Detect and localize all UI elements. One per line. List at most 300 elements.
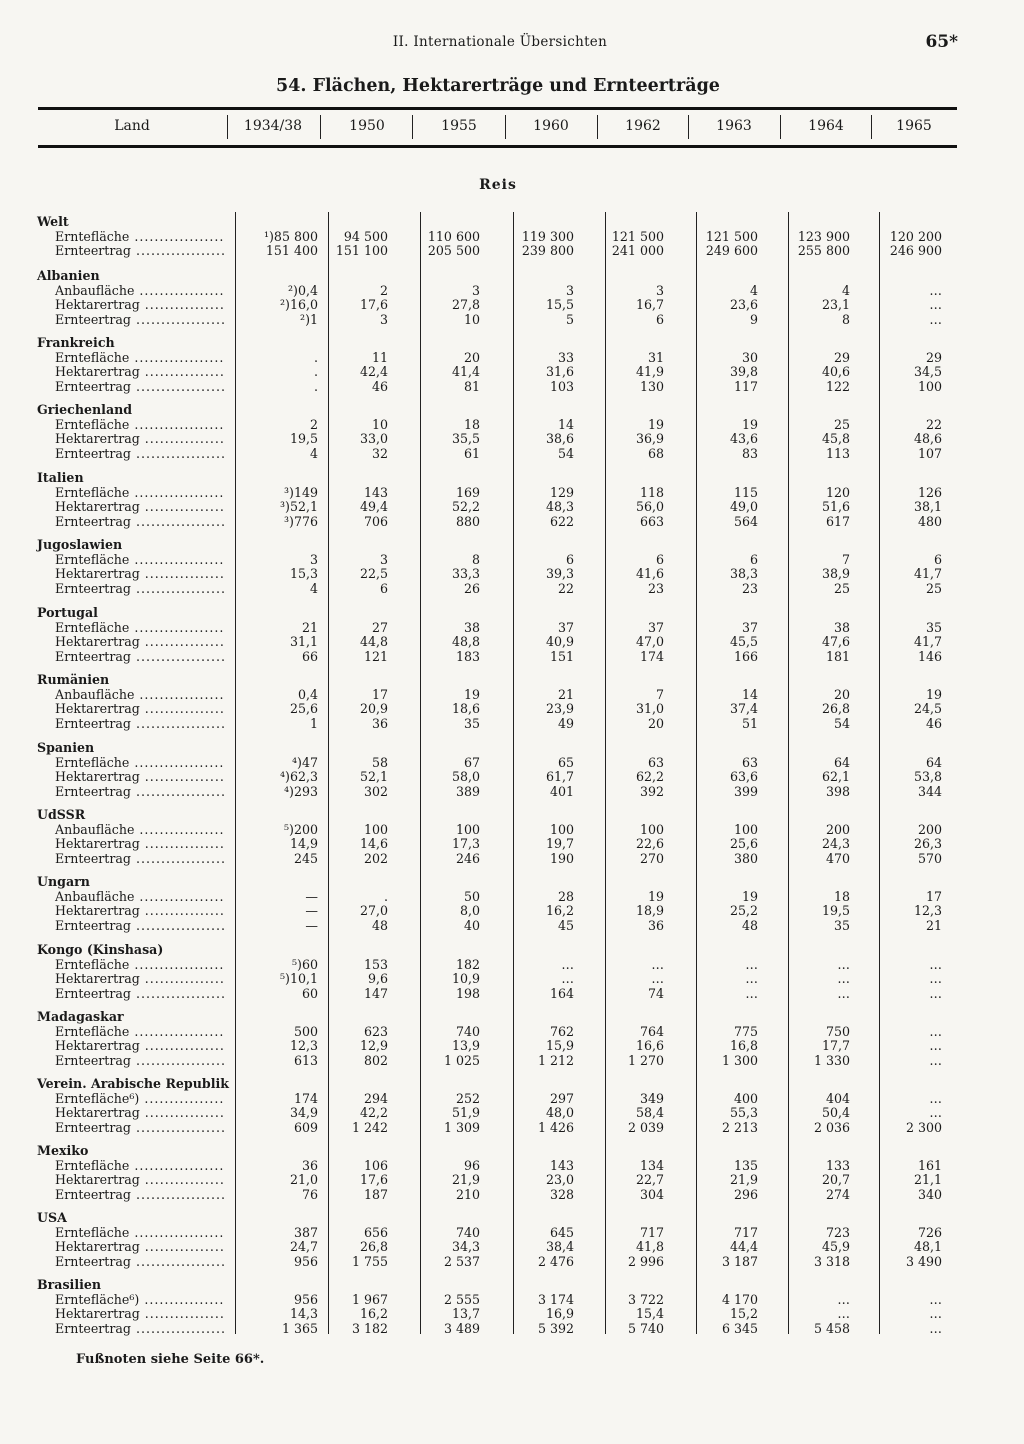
- table-cell: ¹)85 800: [263, 228, 318, 244]
- table-cell: 166: [733, 648, 758, 664]
- table-cell: 7: [655, 686, 664, 702]
- table-cell: 400: [733, 1090, 758, 1106]
- table-cell: 19: [741, 888, 758, 904]
- leader-dots: ..................: [129, 228, 225, 244]
- table-title: 54. Flächen, Hektarerträge und Ernteerträge: [276, 76, 720, 96]
- table-cell: 1 242: [351, 1119, 388, 1135]
- table-cell: 645: [549, 1224, 574, 1240]
- row-label: Erntefläche ..................: [55, 956, 225, 972]
- table-cell: 1 967: [351, 1291, 388, 1307]
- table-cell: 623: [363, 1023, 388, 1039]
- leader-dots: ..................: [129, 1157, 225, 1173]
- country-name: UdSSR: [37, 807, 86, 822]
- table-cell: 762: [549, 1023, 574, 1039]
- table-cell: 174: [639, 648, 664, 664]
- table-cell: 609: [293, 1119, 318, 1135]
- table-cell: 6: [749, 551, 758, 567]
- table-cell: 17,7: [821, 1038, 850, 1053]
- table-cell: 36: [647, 917, 664, 933]
- table-cell: ³)149: [284, 484, 318, 500]
- table-cell: …: [745, 985, 758, 1001]
- table-cell: 8,0: [459, 903, 480, 918]
- table-cell: 174: [293, 1090, 318, 1106]
- table-cell: 344: [917, 783, 942, 799]
- leader-dots: .................: [134, 282, 225, 298]
- table-cell: …: [651, 971, 664, 986]
- row-label: Ernteertrag ..................: [55, 985, 227, 1001]
- year-header-1964: 1964: [808, 118, 844, 134]
- table-cell: 15,2: [729, 1306, 758, 1321]
- table-cell: 16,2: [359, 1306, 388, 1321]
- leader-dots: ..................: [129, 484, 225, 500]
- table-cell: 47,6: [821, 634, 850, 649]
- table-cell: 38: [463, 619, 480, 635]
- table-cell: 119 300: [521, 228, 574, 244]
- table-cell: 187: [363, 1186, 388, 1202]
- table-cell: 63: [647, 754, 664, 770]
- leader-dots: ..................: [130, 1119, 227, 1135]
- table-cell: 21,9: [451, 1172, 480, 1187]
- row-label: Ernteertrag ..................: [55, 513, 227, 529]
- table-cell: 6: [933, 551, 942, 567]
- column-divider: [696, 212, 697, 1334]
- table-cell: 31: [647, 349, 664, 365]
- table-cell: 740: [455, 1023, 480, 1039]
- table-cell: 480: [917, 513, 942, 529]
- table-cell: 35: [833, 917, 850, 933]
- table-cell: 19,5: [821, 903, 850, 918]
- table-cell: 23,1: [821, 297, 850, 312]
- table-cell: 20: [833, 686, 850, 702]
- row-label: Ernteertrag ..................: [55, 243, 227, 258]
- table-cell: …: [837, 1306, 850, 1321]
- leader-dots: ................: [139, 1239, 225, 1254]
- table-cell: 294: [363, 1090, 388, 1106]
- table-cell: 717: [733, 1224, 758, 1240]
- column-divider: [788, 212, 789, 1334]
- table-cell: 54: [557, 445, 574, 461]
- table-cell: 19: [647, 888, 664, 904]
- row-label: Ernteertrag ..................: [55, 1253, 227, 1269]
- row-label: Erntefläche ..................: [55, 1224, 225, 1240]
- footnote: Fußnoten siehe Seite 66*.: [76, 1352, 265, 1367]
- table-cell: 107: [917, 445, 942, 461]
- table-cell: 3: [379, 311, 388, 327]
- country-name: Brasilien: [37, 1277, 102, 1292]
- table-cell: 241 000: [611, 243, 664, 258]
- country-name: Mexiko: [37, 1143, 89, 1158]
- table-cell: 6: [565, 551, 574, 567]
- table-cell: 6 345: [721, 1320, 758, 1336]
- row-label: Ernteertrag ..................: [55, 917, 227, 933]
- header-divider: [412, 115, 413, 139]
- table-cell: 151 100: [335, 243, 388, 258]
- table-cell: 36: [371, 715, 388, 731]
- table-cell: 36,9: [635, 431, 664, 446]
- table-cell: 21: [557, 686, 574, 702]
- table-cell: 198: [455, 985, 480, 1001]
- table-cell: 48,8: [451, 634, 480, 649]
- country-name: Ungarn: [37, 874, 90, 889]
- table-cell: ⁵)10,1: [279, 971, 318, 986]
- table-cell: 1 025: [443, 1052, 480, 1068]
- table-cell: 656: [363, 1224, 388, 1240]
- row-label: Hektarertrag ................: [55, 971, 225, 986]
- leader-dots: ..................: [130, 445, 227, 461]
- table-cell: 56,0: [635, 499, 664, 514]
- table-cell: 3 174: [537, 1291, 574, 1307]
- row-label: Hektarertrag ................: [55, 903, 225, 918]
- table-cell: 50: [463, 888, 480, 904]
- table-cell: 161: [917, 1157, 942, 1173]
- table-cell: 51,6: [821, 499, 850, 514]
- table-cell: …: [929, 1052, 942, 1068]
- header-divider: [871, 115, 872, 139]
- table-cell: 6: [379, 580, 388, 596]
- table-cell: 54: [833, 715, 850, 731]
- table-cell: 22: [925, 416, 942, 432]
- row-label: Anbaufläche .................: [55, 282, 225, 298]
- table-cell: 252: [455, 1090, 480, 1106]
- table-cell: 40,6: [821, 364, 850, 379]
- table-cell: 51,9: [451, 1105, 480, 1120]
- row-label: Ernteertrag ..................: [55, 580, 227, 596]
- leader-dots: ................: [139, 431, 225, 446]
- table-cell: 205 500: [427, 243, 480, 258]
- leader-dots: ................: [139, 769, 225, 784]
- table-cell: 96: [463, 1157, 480, 1173]
- table-cell: 26: [463, 580, 480, 596]
- row-label: Erntefläche ..................: [55, 484, 225, 500]
- country-name: Kongo (Kinshasa): [37, 942, 164, 957]
- table-cell: 76: [301, 1186, 318, 1202]
- table-cell: 33,0: [359, 431, 388, 446]
- row-label: Hektarertrag ................: [55, 701, 225, 716]
- table-cell: 22,7: [635, 1172, 664, 1187]
- leader-dots: ..................: [130, 1186, 227, 1202]
- table-cell: 4: [309, 445, 318, 461]
- leader-dots: ................: [139, 1090, 225, 1106]
- header-divider: [320, 115, 321, 139]
- table-cell: 302: [363, 783, 388, 799]
- table-cell: 16,8: [729, 1038, 758, 1053]
- country-name: Portugal: [37, 605, 98, 620]
- table-cell: 64: [833, 754, 850, 770]
- table-cell: 38,1: [913, 499, 942, 514]
- table-cell: 40: [463, 917, 480, 933]
- table-cell: 14,6: [359, 836, 388, 851]
- row-label: Hektarertrag ................: [55, 836, 225, 851]
- table-cell: …: [837, 985, 850, 1001]
- row-label: Ernteertrag ..................: [55, 445, 227, 461]
- table-cell: 9: [749, 311, 758, 327]
- leader-dots: ..................: [130, 378, 227, 394]
- leader-dots: ..................: [130, 513, 227, 529]
- table-cell: 38,3: [729, 566, 758, 581]
- table-cell: …: [929, 1090, 942, 1106]
- table-cell: 48: [741, 917, 758, 933]
- table-cell: 200: [825, 821, 850, 837]
- table-cell: 51: [741, 715, 758, 731]
- table-cell: 392: [639, 783, 664, 799]
- table-cell: …: [929, 1306, 942, 1321]
- table-cell: 121: [363, 648, 388, 664]
- leader-dots: ................: [139, 701, 225, 716]
- table-cell: 2 039: [627, 1119, 664, 1135]
- table-cell: 100: [917, 378, 942, 394]
- table-cell: 764: [639, 1023, 664, 1039]
- table-cell: 22: [557, 580, 574, 596]
- leader-dots: ..................: [129, 619, 225, 635]
- leader-dots: .................: [134, 821, 225, 837]
- land-header: Land: [114, 118, 150, 134]
- country-name: Albanien: [37, 268, 100, 283]
- table-cell: 61: [463, 445, 480, 461]
- table-cell: 4: [749, 282, 758, 298]
- table-cell: 62,2: [635, 769, 664, 784]
- table-cell: 18,9: [635, 903, 664, 918]
- year-header-1965: 1965: [896, 118, 932, 134]
- row-label: Ernteertrag ..................: [55, 1119, 227, 1135]
- table-cell: 49: [557, 715, 574, 731]
- table-cell: 23: [741, 580, 758, 596]
- table-cell: 880: [455, 513, 480, 529]
- table-cell: 2 555: [443, 1291, 480, 1307]
- table-cell: 48: [371, 917, 388, 933]
- table-cell: 181: [825, 648, 850, 664]
- table-cell: 0,4: [297, 686, 318, 702]
- table-cell: 38: [833, 619, 850, 635]
- table-cell: 35,5: [451, 431, 480, 446]
- table-cell: 113: [825, 445, 850, 461]
- table-cell: 94 500: [343, 228, 388, 244]
- table-cell: 1 755: [351, 1253, 388, 1269]
- table-cell: 3: [379, 551, 388, 567]
- column-divider: [235, 212, 236, 1334]
- table-cell: 63,6: [729, 769, 758, 784]
- table-cell: 398: [825, 783, 850, 799]
- leader-dots: ................: [139, 903, 225, 918]
- leader-dots: ..................: [130, 311, 227, 327]
- table-cell: 500: [293, 1023, 318, 1039]
- table-cell: 328: [549, 1186, 574, 1202]
- table-cell: 48,1: [913, 1239, 942, 1254]
- table-cell: 19: [741, 416, 758, 432]
- table-cell: 64: [925, 754, 942, 770]
- leader-dots: ..................: [129, 551, 225, 567]
- table-cell: 5 458: [813, 1320, 850, 1336]
- table-cell: 134: [639, 1157, 664, 1173]
- table-cell: 29: [925, 349, 942, 365]
- table-cell: 10: [371, 416, 388, 432]
- table-cell: 564: [733, 513, 758, 529]
- table-cell: 255 800: [797, 243, 850, 258]
- table-cell: 21: [925, 917, 942, 933]
- table-cell: 28: [557, 888, 574, 904]
- table-cell: 12,3: [913, 903, 942, 918]
- row-label: Erntefläche ..................: [55, 754, 225, 770]
- year-header-1955: 1955: [441, 118, 477, 134]
- table-cell: 44,8: [359, 634, 388, 649]
- table-cell: 25,6: [729, 836, 758, 851]
- country-name: Italien: [37, 470, 84, 485]
- row-label: Hektarertrag ................: [55, 1038, 225, 1053]
- table-cell: 20: [463, 349, 480, 365]
- table-cell: 31,1: [289, 634, 318, 649]
- table-cell: 45,5: [729, 634, 758, 649]
- table-cell: 2 996: [627, 1253, 664, 1269]
- table-cell: 1: [309, 715, 318, 731]
- row-label: Hektarertrag ................: [55, 431, 225, 446]
- table-cell: 50,4: [821, 1105, 850, 1120]
- table-cell: 30: [741, 349, 758, 365]
- table-cell: 26,8: [359, 1239, 388, 1254]
- table-cell: 120: [825, 484, 850, 500]
- table-cell: 190: [549, 850, 574, 866]
- table-cell: 297: [549, 1090, 574, 1106]
- leader-dots: ..................: [129, 349, 225, 365]
- table-cell: .: [313, 349, 318, 365]
- table-cell: 37: [741, 619, 758, 635]
- table-cell: 74: [647, 985, 664, 1001]
- table-cell: 304: [639, 1186, 664, 1202]
- leader-dots: ..................: [130, 580, 227, 596]
- table-cell: 239 800: [521, 243, 574, 258]
- leader-dots: ................: [139, 1105, 225, 1120]
- row-label: Hektarertrag ................: [55, 1105, 225, 1120]
- table-cell: 100: [549, 821, 574, 837]
- table-cell: 48,3: [545, 499, 574, 514]
- header-divider: [597, 115, 598, 139]
- table-cell: 37,4: [729, 701, 758, 716]
- table-cell: 66: [301, 648, 318, 664]
- table-cell: 35: [463, 715, 480, 731]
- leader-dots: ................: [139, 634, 225, 649]
- column-divider: [420, 212, 421, 1334]
- page-number: 65*: [925, 32, 958, 52]
- leader-dots: .................: [134, 888, 225, 904]
- table-cell: 20: [647, 715, 664, 731]
- leader-dots: ..................: [130, 783, 227, 799]
- row-label: Erntefläche⁶) ................: [55, 1291, 225, 1307]
- table-cell: 16,9: [545, 1306, 574, 1321]
- table-cell: 35: [925, 619, 942, 635]
- leader-dots: ................: [139, 297, 225, 312]
- header-rule: [38, 145, 957, 148]
- table-cell: 19: [463, 686, 480, 702]
- table-cell: 6: [655, 551, 664, 567]
- table-cell: 4 170: [721, 1291, 758, 1307]
- table-cell: …: [651, 956, 664, 972]
- table-cell: ⁴)62,3: [279, 769, 318, 784]
- table-cell: 126: [917, 484, 942, 500]
- table-cell: 39,8: [729, 364, 758, 379]
- column-divider: [328, 212, 329, 1334]
- table-cell: 135: [733, 1157, 758, 1173]
- table-cell: 45: [557, 917, 574, 933]
- table-cell: ²)0,4: [288, 282, 318, 298]
- leader-dots: ................: [139, 1306, 225, 1321]
- table-cell: 726: [917, 1224, 942, 1240]
- table-cell: 45,9: [821, 1239, 850, 1254]
- table-cell: 48,0: [545, 1105, 574, 1120]
- table-cell: 38,9: [821, 566, 850, 581]
- row-label: Hektarertrag ................: [55, 364, 225, 379]
- table-cell: —: [305, 917, 318, 933]
- table-cell: .: [313, 364, 318, 379]
- leader-dots: ................: [139, 1172, 225, 1187]
- table-cell: 1 365: [281, 1320, 318, 1336]
- row-label: Ernteertrag ..................: [55, 1320, 227, 1336]
- country-name: Griechenland: [37, 402, 133, 417]
- table-cell: ²)1: [300, 311, 318, 327]
- table-cell: 55,3: [729, 1105, 758, 1120]
- table-cell: 25: [833, 416, 850, 432]
- table-cell: 31,0: [635, 701, 664, 716]
- table-cell: 129: [549, 484, 574, 500]
- row-label: Hektarertrag ................: [55, 1172, 225, 1187]
- table-cell: 775: [733, 1023, 758, 1039]
- row-label: Erntefläche ..................: [55, 416, 225, 432]
- table-cell: 2: [379, 282, 388, 298]
- page-header: [0, 34, 1024, 54]
- table-cell: 3 182: [351, 1320, 388, 1336]
- table-cell: …: [929, 971, 942, 986]
- table-cell: 100: [733, 821, 758, 837]
- column-divider: [879, 212, 880, 1334]
- table-cell: 16,2: [545, 903, 574, 918]
- table-cell: 2 537: [443, 1253, 480, 1269]
- table-cell: 1 330: [813, 1052, 850, 1068]
- table-cell: 5 392: [537, 1320, 574, 1336]
- table-cell: 270: [639, 850, 664, 866]
- table-cell: 18,6: [451, 701, 480, 716]
- table-cell: 58: [371, 754, 388, 770]
- table-cell: 67: [463, 754, 480, 770]
- table-cell: 151 400: [265, 243, 318, 258]
- table-cell: 3 187: [721, 1253, 758, 1269]
- table-cell: …: [837, 1291, 850, 1307]
- header-divider: [505, 115, 506, 139]
- table-cell: 717: [639, 1224, 664, 1240]
- table-cell: —: [305, 888, 318, 904]
- table-cell: 10,9: [451, 971, 480, 986]
- table-cell: 20,7: [821, 1172, 850, 1187]
- table-cell: 3 722: [627, 1291, 664, 1307]
- row-label: Ernteertrag ..................: [55, 648, 227, 664]
- table-cell: 34,5: [913, 364, 942, 379]
- table-cell: 100: [639, 821, 664, 837]
- table-cell: 23,9: [545, 701, 574, 716]
- column-divider: [513, 212, 514, 1334]
- leader-dots: ..................: [129, 956, 225, 972]
- table-cell: 16,6: [635, 1038, 664, 1053]
- table-cell: 44,4: [729, 1239, 758, 1254]
- leader-dots: ................: [139, 566, 225, 581]
- table-cell: 10: [463, 311, 480, 327]
- table-cell: 399: [733, 783, 758, 799]
- row-label: Hektarertrag ................: [55, 1239, 225, 1254]
- row-label: Ernteertrag ..................: [55, 1186, 227, 1202]
- table-cell: …: [929, 297, 942, 312]
- table-cell: 570: [917, 850, 942, 866]
- row-label: Erntefläche ..................: [55, 349, 225, 365]
- table-cell: 25,2: [729, 903, 758, 918]
- table-cell: 40,9: [545, 634, 574, 649]
- table-cell: 246 900: [889, 243, 942, 258]
- table-cell: 401: [549, 783, 574, 799]
- table-cell: 750: [825, 1023, 850, 1039]
